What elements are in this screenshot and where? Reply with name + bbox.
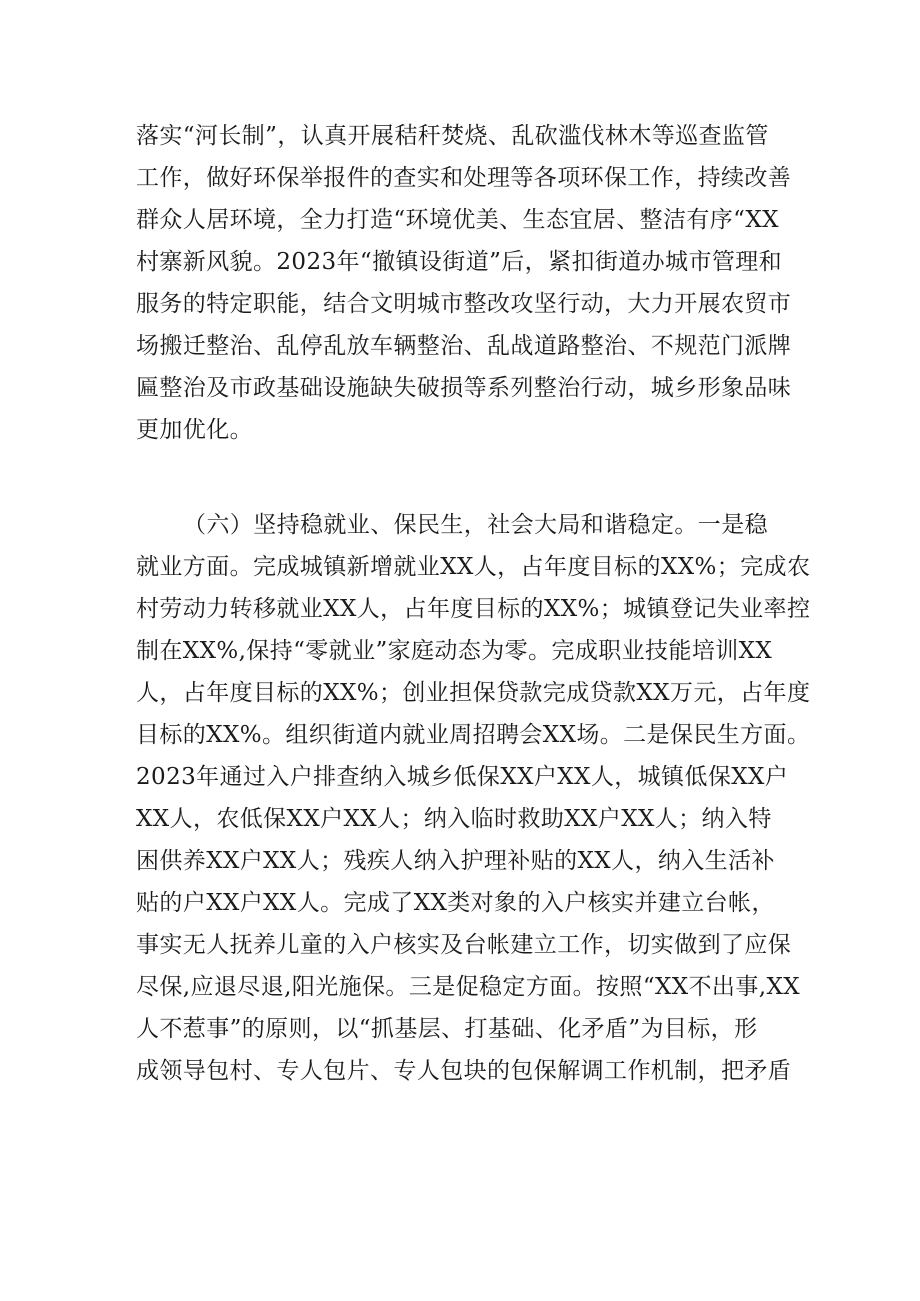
text-line: XX人，农低保XX户XX人；纳入临时救助XX户XX人；纳入特 [136, 806, 772, 832]
text-line: 就业方面。完成城镇新增就业XX人，占年度目标的XX%；完成农 [136, 554, 811, 580]
text-line: 工作，做好环保举报件的查实和处理等各项环保工作，持续改善 [136, 165, 792, 191]
text-line: 贴的户XX户XX人。完成了XX类对象的入户核实并建立台帐， [136, 890, 775, 916]
text-line: 场搬迁整治、乱停乱放车辆整治、乱战道路整治、不规范门派牌 [136, 333, 792, 359]
text-line: 制在XX%,保持“零就业”家庭动态为零。完成职业技能培训XX [136, 638, 773, 664]
text-line: 尽保,应退尽退,阳光施保。三是促稳定方面。按照“XX不出事,XX [136, 974, 800, 1000]
text-line: 落实“河长制”，认真开展秸秆焚烧、乱砍滥伐林木等巡查监管 [136, 123, 769, 149]
text-line: 成领导包村、专人包片、专人包块的包保解调工作机制，把矛盾 [136, 1058, 792, 1084]
text-line: 群众人居环境，全力打造“环境优美、生态宜居、整洁有序“XX [136, 207, 779, 233]
text-line: 事实无人抚养儿童的入户核实及台帐建立工作，切实做到了应保 [136, 932, 792, 958]
section-heading-line: （六）坚持稳就业、保民生，社会大局和谐稳定。一是稳 [183, 512, 768, 538]
text-line: 村寨新风貌。2023年“撤镇设街道”后，紧扣街道办城市管理和 [136, 249, 783, 275]
text-line: 人不惹事”的原则，以“抓基层、打基础、化矛盾”为目标，形 [136, 1016, 758, 1042]
text-line: 目标的XX%。组织街道内就业周招聘会XX场。二是保民生方面。 [136, 722, 811, 748]
text-line: 困供养XX户XX人；残疾人纳入护理补贴的XX人，纳入生活补 [136, 848, 775, 874]
text-line: 更加优化。 [136, 417, 253, 443]
text-line: 人，占年度目标的XX%；创业担保贷款完成贷款XX万元，占年度 [136, 680, 811, 706]
text-line: 服务的特定职能，结合文明城市整改攻坚行动，大力开展农贸市 [136, 291, 792, 317]
text-line: 2023年通过入户排查纳入城乡低保XX户XX人，城镇低保XX户 [136, 764, 789, 790]
text-line: 村劳动力转移就业XX人，占年度目标的XX%；城镇登记失业率控 [136, 596, 811, 622]
text-line: 匾整治及市政基础设施缺失破损等系列整治行动，城乡形象品味 [136, 375, 792, 401]
